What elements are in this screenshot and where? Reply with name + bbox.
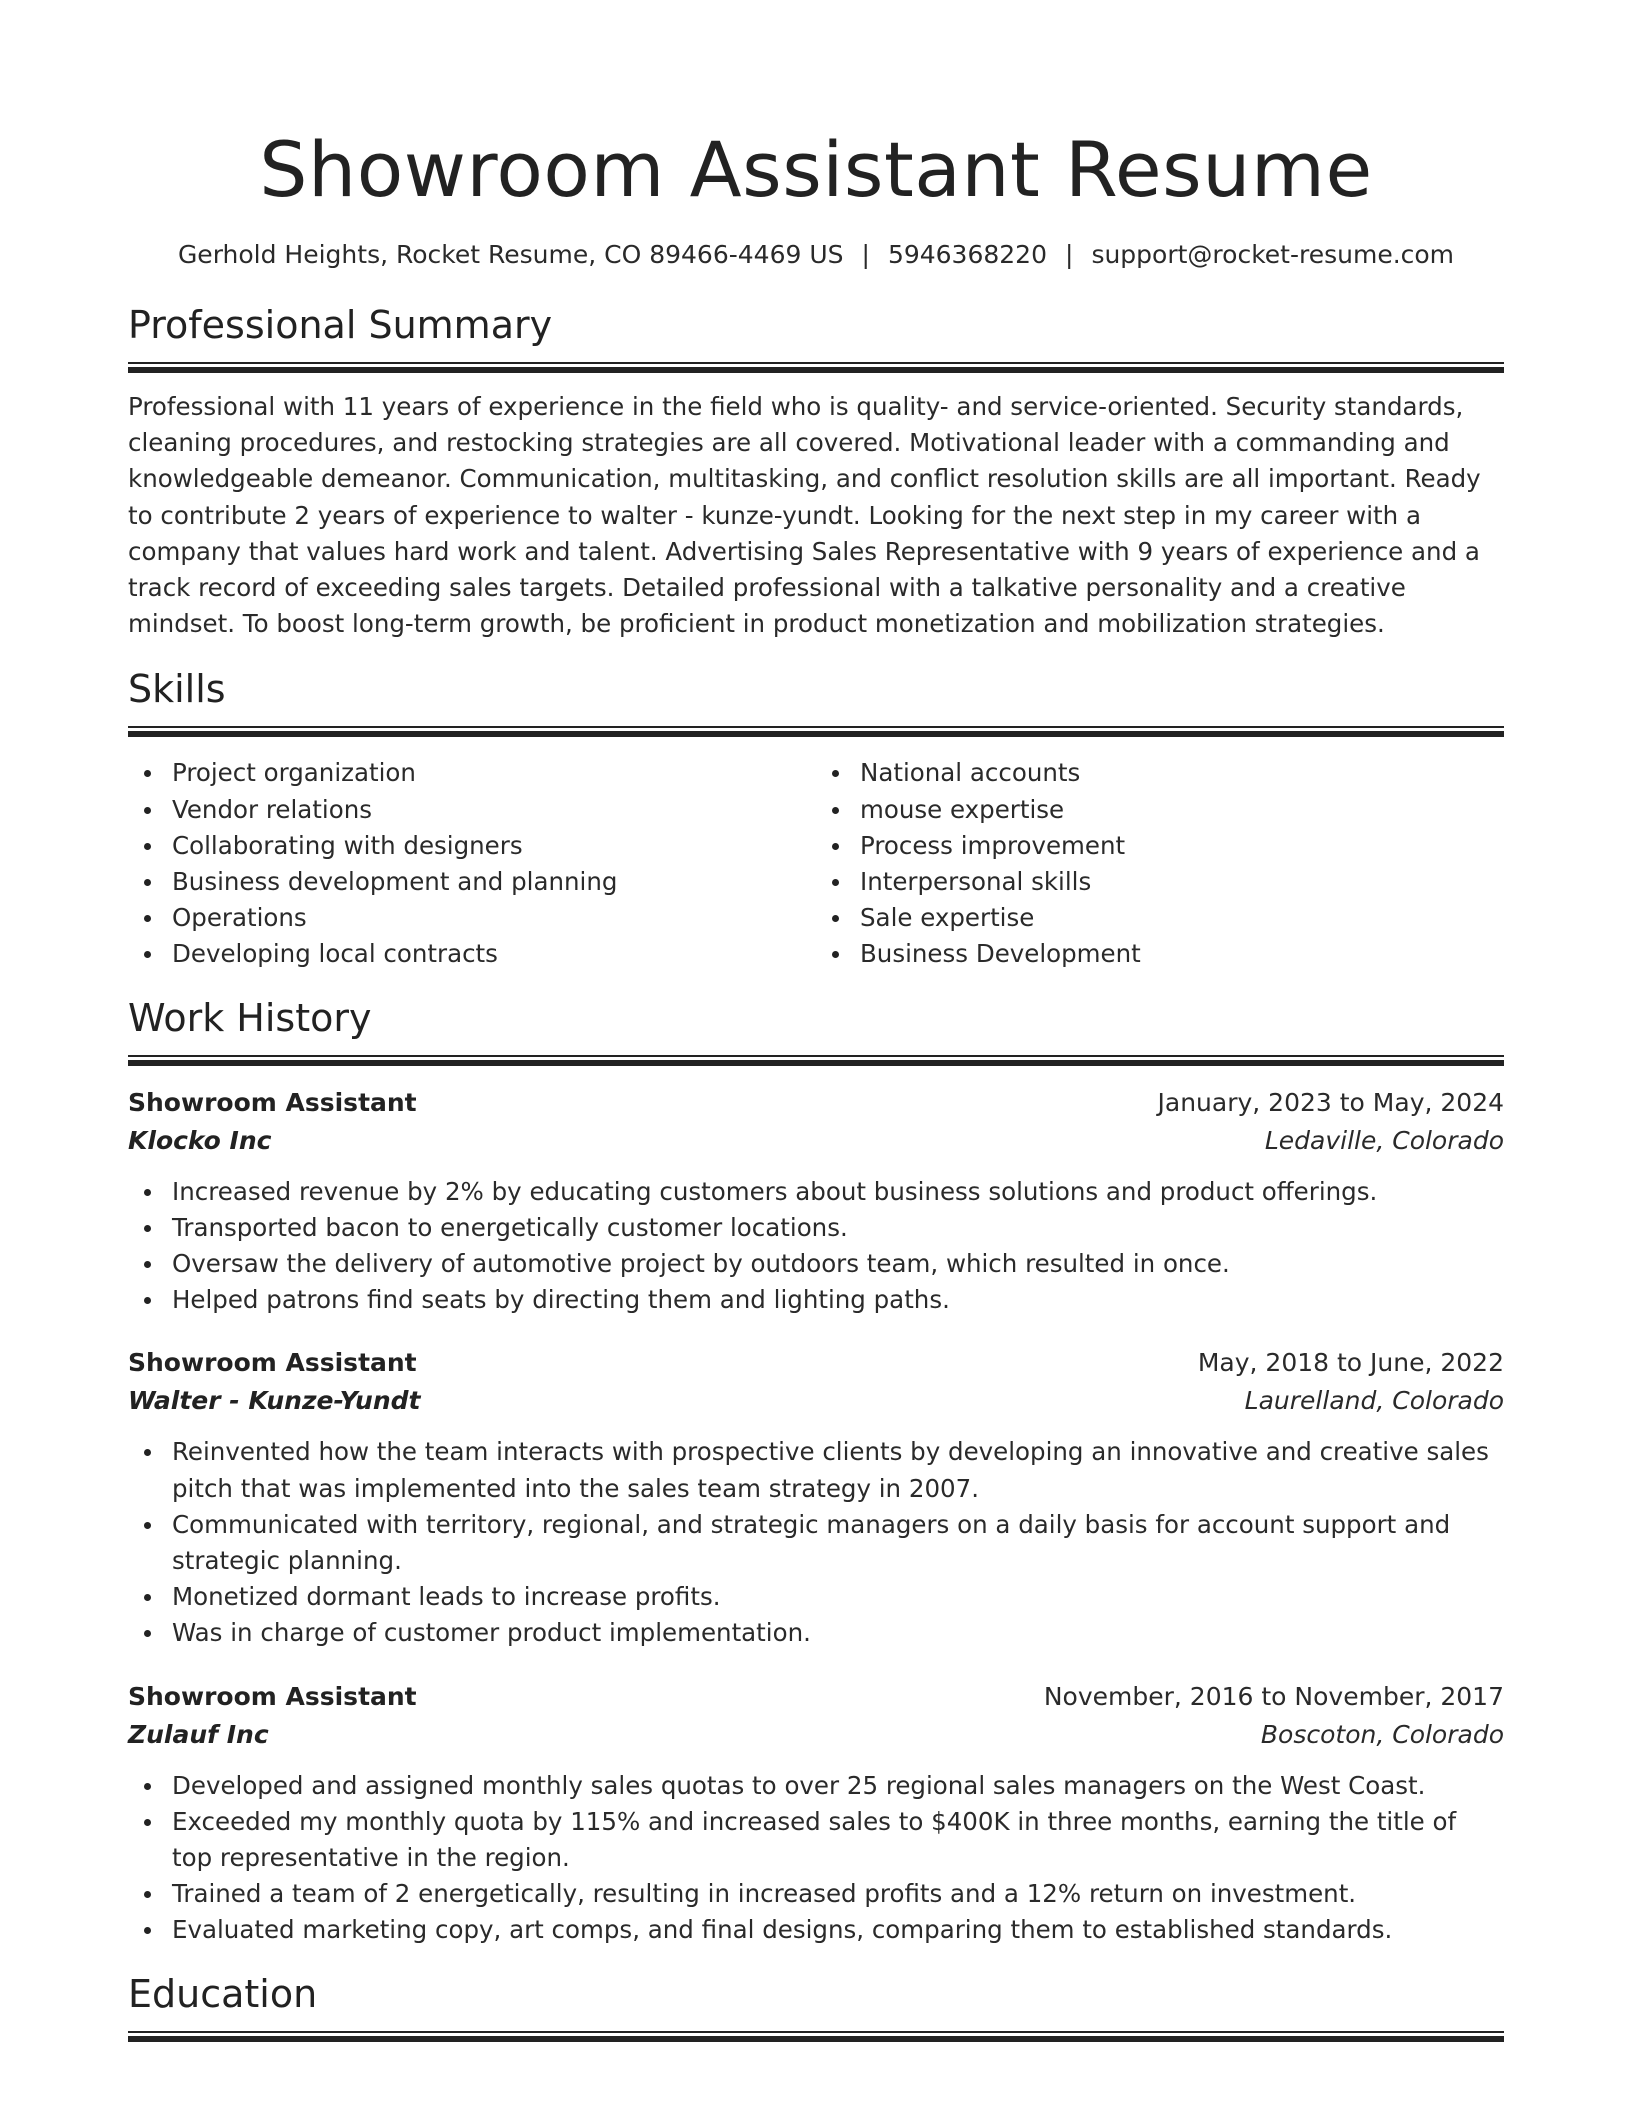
work-history-section <box>128 995 1504 1949</box>
job-bullet: Increased revenue by 2% by educating customers about business solutions and product offerings. <box>172 1174 1504 1210</box>
contact-separator: | <box>861 240 870 269</box>
education-section <box>128 1971 1504 2042</box>
skill-item: Project organization <box>172 755 816 791</box>
skill-item: Vendor relations <box>172 792 816 828</box>
skill-item: National accounts <box>860 755 1504 791</box>
job-dates: May, 2018 to June, 2022 <box>1197 1348 1504 1378</box>
skills-grid <box>128 755 1504 972</box>
job-entry <box>128 1344 1504 1651</box>
job-header <box>128 1344 1504 1382</box>
contact-address: Gerhold Heights, Rocket Resume, CO 89466-4469 US <box>177 240 844 269</box>
skill-item: Process improvement <box>860 828 1504 864</box>
section-heading-skills: Skills <box>128 667 226 712</box>
job-company: Zulauf Inc <box>128 1719 269 1749</box>
skills-list-right <box>816 755 1504 972</box>
section-divider <box>128 2031 1504 2042</box>
skills-list-left <box>128 755 816 972</box>
skill-item: Operations <box>172 900 816 936</box>
contact-email: support@rocket-resume.com <box>1091 240 1455 269</box>
section-divider <box>128 362 1504 373</box>
job-subheader <box>128 1122 1504 1160</box>
job-title: Showroom Assistant <box>128 1348 417 1378</box>
resume-page <box>128 0 1504 2042</box>
job-location: Laurelland, Colorado <box>1244 1386 1504 1416</box>
job-bullet: Reinvented how the team interacts with prospective clients by developing an innovative and creative sales pitch that was implemented into the sales team strategy in 2007. <box>172 1434 1504 1506</box>
job-bullet: Was in charge of customer product implementation. <box>172 1615 1504 1651</box>
summary-section <box>128 302 1504 642</box>
job-location: Ledaville, Colorado <box>1264 1125 1504 1155</box>
job-bullet: Monetized dormant leads to increase profits. <box>172 1579 1504 1615</box>
job-dates: January, 2023 to May, 2024 <box>1157 1087 1504 1117</box>
skill-item: Sale expertise <box>860 900 1504 936</box>
section-heading-education: Education <box>128 1971 318 2016</box>
job-company: Klocko Inc <box>128 1125 272 1155</box>
job-bullet: Helped patrons find seats by directing them and lighting paths. <box>172 1282 1504 1318</box>
job-entry <box>128 1678 1504 1949</box>
contact-phone: 5946368220 <box>887 240 1047 269</box>
job-header <box>128 1678 1504 1716</box>
job-company: Walter - Kunze-Yundt <box>128 1386 421 1416</box>
job-title: Showroom Assistant <box>128 1681 417 1711</box>
job-header <box>128 1084 1504 1122</box>
job-bullet: Communicated with territory, regional, and strategic managers on a daily basis for account support and strategic planning. <box>172 1507 1504 1579</box>
section-divider <box>128 726 1504 737</box>
job-subheader <box>128 1382 1504 1420</box>
job-entry <box>128 1084 1504 1319</box>
job-bullet: Trained a team of 2 energetically, resulting in increased profits and a 12% return on investment. <box>172 1876 1504 1912</box>
skill-item: Developing local contracts <box>172 936 816 972</box>
job-location: Boscoton, Colorado <box>1260 1719 1504 1749</box>
job-bullets <box>128 1434 1504 1651</box>
job-bullet: Developed and assigned monthly sales quotas to over 25 regional sales managers on the West Coast. <box>172 1768 1504 1804</box>
summary-text: Professional with 11 years of experience in the field who is quality- and service-oriented. Security standards, cleaning procedures, and restocking strategies are all covered. Motivational leader with a commanding and knowledgeable demeanor. Communication, multitasking, and conflict resolution skills are all important. Ready to contribute 2 years of experience to walter - kunze-yundt. Looking for the next step in my career with a company that values hard work and talent. Advertising Sales Representative with 9 years of experience and a track record of exceeding sales targets. Detailed professional with a talkative personality and a creative mindset. To boost long-term growth, be proficient in product monetization and mobilization strategies. <box>128 392 1481 639</box>
skill-item: Interpersonal skills <box>860 864 1504 900</box>
job-bullets <box>128 1174 1504 1319</box>
contact-line <box>128 238 1504 272</box>
job-title: Showroom Assistant <box>128 1087 417 1117</box>
job-bullet: Oversaw the delivery of automotive project by outdoors team, which resulted in once. <box>172 1246 1504 1282</box>
section-heading-summary: Professional Summary <box>128 303 553 347</box>
job-subheader <box>128 1716 1504 1754</box>
skill-item: mouse expertise <box>860 792 1504 828</box>
job-dates: November, 2016 to November, 2017 <box>1043 1681 1504 1711</box>
skill-item: Business development and planning <box>172 864 816 900</box>
skill-item: Business Development <box>860 936 1504 972</box>
skills-section <box>128 666 1504 972</box>
job-bullets <box>128 1768 1504 1949</box>
job-bullet: Transported bacon to energetically customer locations. <box>172 1210 1504 1246</box>
contact-separator: | <box>1065 240 1074 269</box>
job-bullet: Exceeded my monthly quota by 115% and increased sales to $400K in three months, earning the title of top representative in the region. <box>172 1804 1504 1876</box>
skill-item: Collaborating with designers <box>172 828 816 864</box>
job-bullet: Evaluated marketing copy, art comps, and final designs, comparing them to established standards. <box>172 1912 1504 1948</box>
section-divider <box>128 1055 1504 1066</box>
resume-title: Showroom Assistant Resume <box>259 125 1373 214</box>
section-heading-work-history: Work History <box>128 995 372 1040</box>
